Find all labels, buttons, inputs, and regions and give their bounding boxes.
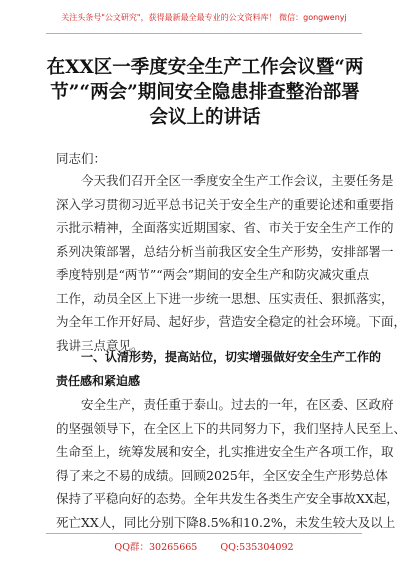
paragraph-line: 死亡XX人，同比分别下降8.5%和10.2%，未发生较大及以上 [56, 514, 396, 530]
paragraph-line: 的坚强领导下，在全区上下的共同努力下，我们坚持人民至上、 [56, 420, 407, 436]
footer-qq: QQ:535304092 [220, 542, 294, 553]
paragraph-line: 生命至上，统筹发展和安全，扎实推进安全生产各项工作，取 [56, 444, 394, 459]
paragraph-line: 季度特别是“两节”“两会”期间的安全生产和防灾减灾重点 [56, 267, 370, 282]
paragraph-line: 安全生产，责任重于泰山。过去的一年，在区委、区政府 [81, 397, 394, 412]
title-line: 会议上的讲话 [149, 107, 261, 128]
paragraph-line: 为全年工作开好局、起好步，营造安全稳定的社会环境。下面， [56, 314, 407, 329]
section-heading-line: 责任感和紧迫感 [56, 373, 141, 388]
section-heading-line: 一、认清形势，提高站位，切实增强做好安全生产工作的 [81, 350, 382, 364]
section-heading-1 [56, 346, 382, 393]
header-banner [0, 0, 408, 34]
paragraph-line: 工作，动员全区上下进一步统一思想、压实责任、狠抓落实， [56, 290, 394, 306]
salutation-text: 同志们： [56, 151, 107, 166]
paragraph-line: 示批示精神，全面落实近期国家、省、市关于安全生产工作的 [56, 220, 394, 235]
paragraph-situation [56, 393, 407, 534]
footer [0, 539, 408, 553]
salutation [56, 147, 368, 171]
paragraph-line: 深入学习贯彻习近平总书记关于安全生产的重要论述和重要指 [56, 196, 394, 212]
title-line: 节”“两会”期间安全隐患排查整治部署 [50, 82, 360, 103]
footer-qq-group: QQ群：30265665 [114, 542, 198, 553]
paragraph-line: 系列决策部署，总结分析当前我区安全生产形势，安排部署一 [56, 243, 394, 259]
footer-divider [46, 533, 362, 534]
header-divider [46, 33, 362, 34]
paragraph-line: 保持了平稳向好的态势。全年共发生各类生产安全事故XX起， [56, 491, 399, 506]
paragraph-line: 今天我们召开全区一季度安全生产工作会议，主要任务是 [81, 173, 394, 188]
paragraph-line: 得了来之不易的成绩。回顾2025年，全区安全生产形势总体 [56, 467, 388, 483]
paragraph-line: 我讲三点意见。 [56, 337, 144, 353]
title-line: 在XX区一季度安全生产工作会议暨“两 [46, 57, 364, 78]
header-banner-text: 关注头条号"公文研究"，获得最新最全最专业的公文资料库！ 微信：gongwenyj [61, 12, 347, 22]
document-title [40, 55, 370, 130]
